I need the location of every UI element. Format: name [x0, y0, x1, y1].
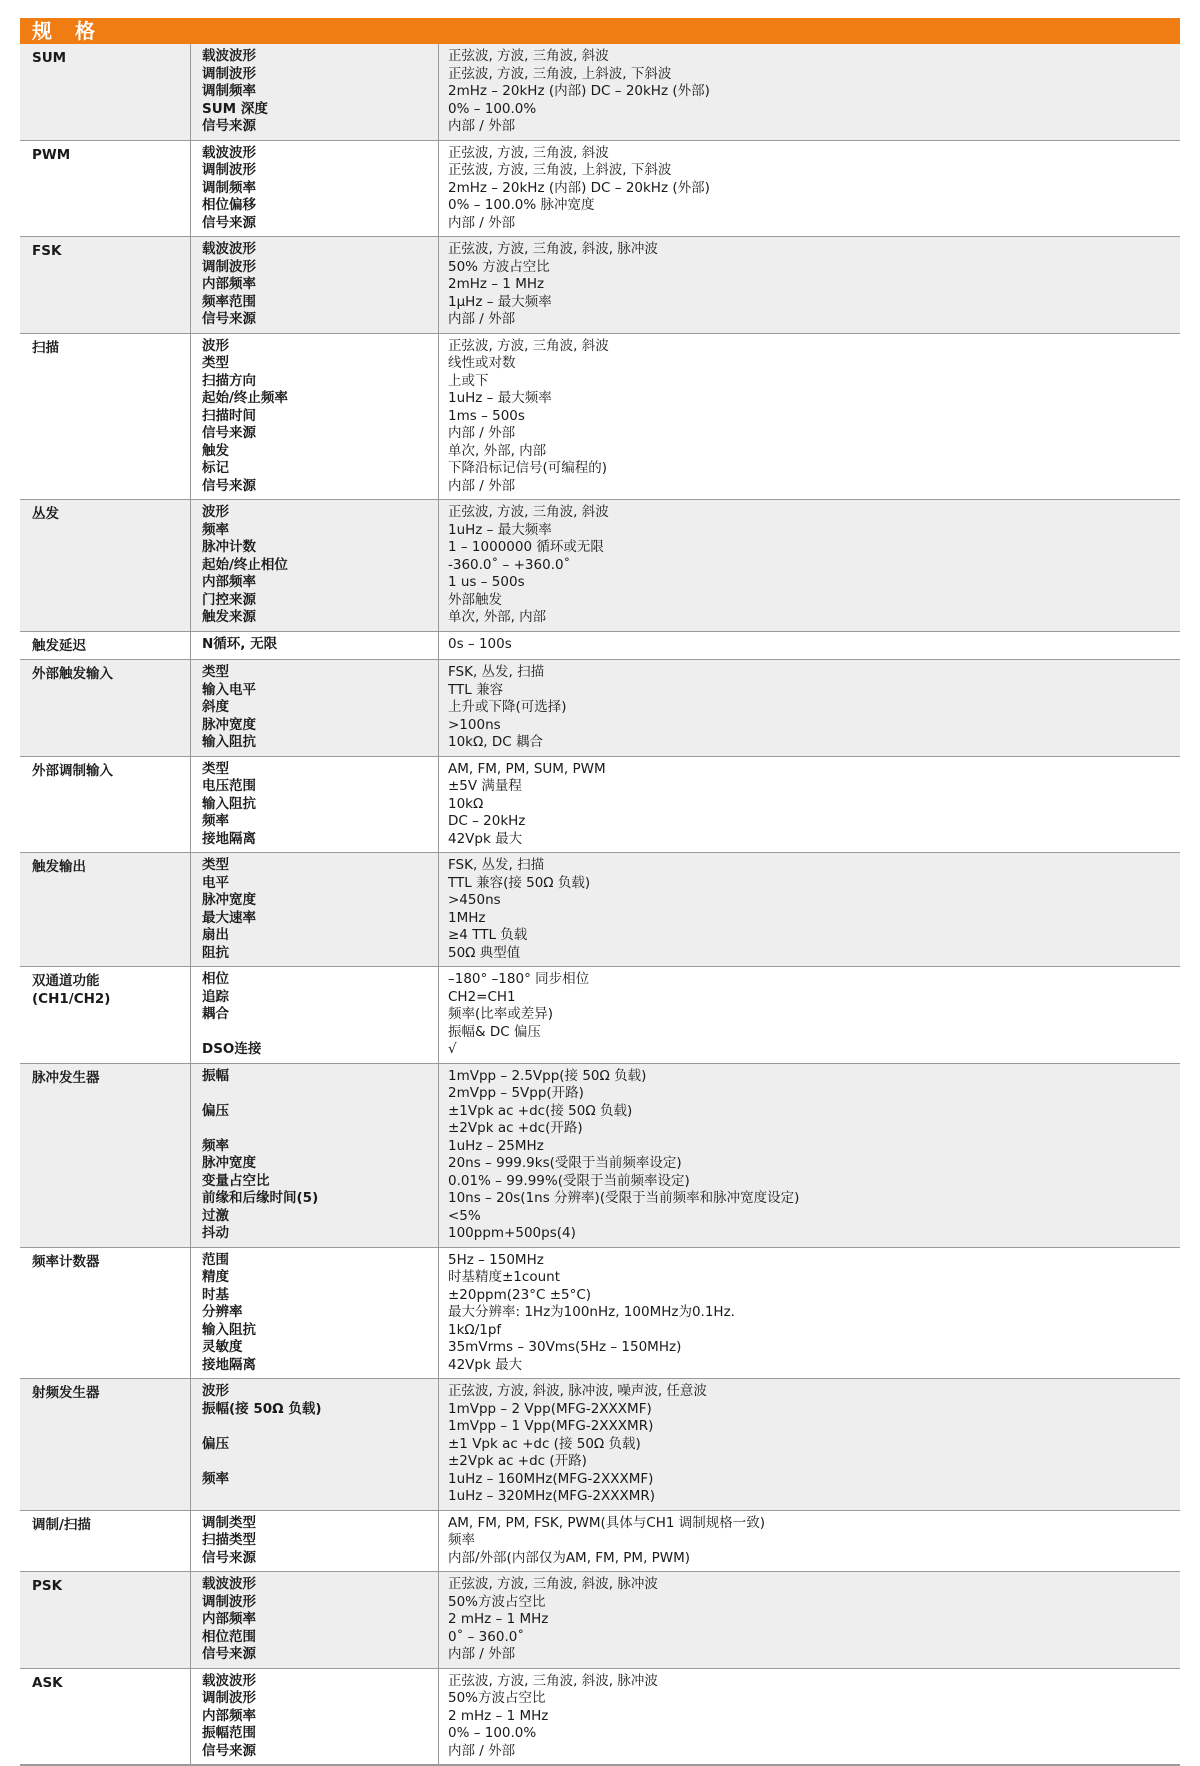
- param-value: 正弦波, 方波, 三角波, 斜波, 脉冲波: [448, 1576, 658, 1592]
- param-label: 脉冲宽度: [202, 716, 256, 733]
- spec-category: [20, 334, 191, 500]
- spec-row: [20, 1248, 1180, 1380]
- param-value: DC – 20kHz: [448, 813, 526, 829]
- param-label: 载波波形: [202, 241, 256, 257]
- param-label: 调制波形: [202, 65, 256, 82]
- param-label: 内部频率: [202, 574, 256, 590]
- param-value: 内部 / 外部: [448, 1742, 516, 1759]
- param-value: 10kΩ, DC 耦合: [448, 734, 544, 750]
- param-value: ≥4 TTL 负载: [448, 927, 528, 943]
- spec-sheet: [20, 18, 1180, 1766]
- param-value: 内部 / 外部: [448, 425, 516, 441]
- param-value: 1uHz – 160MHz(MFG-2XXXMF): [448, 1470, 654, 1487]
- param-value: 42Vpk 最大: [448, 1356, 523, 1373]
- param-label: 信号来源: [202, 311, 256, 327]
- param-value: 20ns – 999.9ks(受限于当前频率设定): [448, 1155, 682, 1171]
- param-value: 1μHz – 最大频率: [448, 293, 552, 310]
- category-label: FSK: [32, 243, 62, 259]
- spec-category: [20, 1572, 191, 1668]
- param-label: 调制频率: [202, 179, 256, 196]
- param-value: 10kΩ: [448, 795, 484, 812]
- param-label: 接地隔离: [202, 1356, 256, 1373]
- param-label: 频率: [202, 813, 229, 829]
- param-label: 起始/终止频率: [202, 390, 288, 406]
- param-label: 类型: [202, 664, 229, 680]
- param-value: 0˚ – 360.0˚: [448, 1628, 525, 1645]
- value-column: [439, 334, 1180, 500]
- param-value: 上或下: [448, 372, 489, 389]
- param-value: 1 – 1000000 循环或无限: [448, 539, 604, 555]
- spec-row: [20, 1064, 1180, 1248]
- param-value: 5Hz – 150MHz: [448, 1251, 544, 1268]
- value-column: [439, 44, 1180, 140]
- param-column: [191, 44, 439, 140]
- param-column: [191, 1064, 439, 1247]
- param-label: 信号来源: [202, 1549, 256, 1566]
- param-column: [191, 1669, 439, 1765]
- category-label: 射频发生器: [32, 1385, 100, 1401]
- param-value: FSK, 丛发, 扫描: [448, 664, 545, 680]
- param-value: 下降沿标记信号(可编程的): [448, 460, 608, 476]
- param-column: [191, 1511, 439, 1572]
- param-label: 类型: [202, 355, 229, 371]
- param-column: [191, 500, 439, 631]
- param-column: [191, 660, 439, 756]
- spec-row: [20, 44, 1180, 141]
- param-value: AM, FM, PM, SUM, PWM: [448, 760, 606, 777]
- spec-row: [20, 237, 1180, 334]
- param-label: 脉冲宽度: [202, 1155, 256, 1171]
- spec-category: [20, 1064, 191, 1247]
- param-value: 正弦波, 方波, 三角波, 斜波, 脉冲波: [448, 241, 658, 257]
- param-label: 信号来源: [202, 425, 256, 441]
- param-value: CH2=CH1: [448, 988, 516, 1005]
- param-value: 正弦波, 方波, 三角波, 上斜波, 下斜波: [448, 65, 672, 82]
- value-column: [439, 1511, 1180, 1572]
- param-value: 0% – 100.0%: [448, 100, 537, 117]
- spec-row: [20, 967, 1180, 1064]
- param-column: [191, 853, 439, 966]
- value-column: [439, 500, 1180, 631]
- param-value: 频率(比率或差异): [448, 1006, 554, 1022]
- spec-row: [20, 757, 1180, 854]
- param-label: 输入电平: [202, 681, 256, 698]
- spec-category: [20, 141, 191, 237]
- category-label: 脉冲发生器: [32, 1069, 100, 1086]
- param-label: 门控来源: [202, 591, 256, 608]
- param-value: 1 us – 500s: [448, 574, 525, 590]
- param-value: 上升或下降(可选择): [448, 699, 567, 715]
- spec-category: [20, 632, 191, 660]
- param-value: ±1Vpk ac +dc(接 50Ω 负载): [448, 1102, 633, 1119]
- param-value: 单次, 外部, 内部: [448, 442, 547, 459]
- param-column: [191, 237, 439, 333]
- param-label: 信号来源: [202, 1742, 256, 1759]
- param-value: 2 mHz – 1 MHz: [448, 1707, 549, 1724]
- param-value: 内部 / 外部: [448, 118, 516, 134]
- param-value: -360.0˚ – +360.0˚: [448, 556, 571, 573]
- param-label: 输入阻抗: [202, 734, 256, 750]
- value-column: [439, 1572, 1180, 1668]
- category-label: 双通道功能: [32, 973, 100, 989]
- param-label: 振幅: [202, 1067, 229, 1084]
- param-value: –180° –180° 同步相位: [448, 971, 590, 987]
- param-value: 振幅& DC 偏压: [448, 1023, 541, 1040]
- param-label: [202, 1085, 438, 1103]
- param-value: 0s – 100s: [448, 635, 512, 652]
- param-label: 内部频率: [202, 276, 256, 292]
- param-value: 内部 / 外部: [448, 311, 516, 327]
- param-label: 输入阻抗: [202, 1321, 256, 1338]
- param-value: 正弦波, 方波, 三角波, 斜波: [448, 48, 609, 64]
- param-value: 正弦波, 方波, 三角波, 斜波, 脉冲波: [448, 1672, 658, 1689]
- param-label: 调制频率: [202, 83, 256, 99]
- param-label: 灵敏度: [202, 1339, 243, 1355]
- spec-row: [20, 1511, 1180, 1573]
- category-label: ASK: [32, 1674, 63, 1691]
- param-value: 0% – 100.0%: [448, 1725, 537, 1741]
- spec-row: [20, 1572, 1180, 1669]
- param-label: 精度: [202, 1269, 229, 1285]
- param-value: 内部 / 外部: [448, 477, 516, 494]
- param-label: 时基: [202, 1286, 229, 1303]
- param-value: 1mVpp – 2.5Vpp(接 50Ω 负载): [448, 1067, 647, 1084]
- param-column: [191, 141, 439, 237]
- param-value: 正弦波, 方波, 三角波, 斜波: [448, 144, 609, 161]
- param-label: 扫描时间: [202, 407, 256, 424]
- param-value: ±2Vpk ac +dc (开路): [448, 1453, 587, 1469]
- param-value: 正弦波, 方波, 三角波, 斜波: [448, 504, 609, 520]
- param-value: 1uHz – 25MHz: [448, 1137, 544, 1154]
- value-column: [439, 1669, 1180, 1765]
- param-value: AM, FM, PM, FSK, PWM(具体与CH1 调制规格一致): [448, 1514, 765, 1531]
- param-value: 正弦波, 方波, 三角波, 斜波: [448, 337, 609, 354]
- param-label: 内部频率: [202, 1707, 256, 1724]
- param-value: 内部 / 外部: [448, 214, 516, 231]
- param-value: 0% – 100.0% 脉冲宽度: [448, 197, 595, 213]
- param-value: <5%: [448, 1207, 481, 1224]
- param-value: 2 mHz – 1 MHz: [448, 1611, 549, 1627]
- param-column: [191, 967, 439, 1063]
- param-label: 类型: [202, 857, 229, 873]
- param-value: 频率: [448, 1532, 475, 1548]
- param-value: 1ms – 500s: [448, 407, 525, 424]
- param-label: 触发: [202, 442, 229, 459]
- param-column: [191, 1248, 439, 1379]
- param-value: 1uHz – 320MHz(MFG-2XXXMR): [448, 1488, 656, 1504]
- param-value: 单次, 外部, 内部: [448, 609, 547, 625]
- param-label: 信号来源: [202, 214, 256, 231]
- spec-category: [20, 500, 191, 631]
- param-value: 42Vpk 最大: [448, 830, 523, 847]
- param-column: [191, 1572, 439, 1668]
- param-value: 内部/外部(内部仅为AM, FM, PM, PWM): [448, 1549, 691, 1566]
- param-column: [191, 757, 439, 853]
- spec-row: [20, 1669, 1180, 1766]
- param-value: 100ppm+500ps(4): [448, 1225, 576, 1241]
- value-column: [439, 1379, 1180, 1510]
- param-label: 过激: [202, 1207, 229, 1224]
- param-label: 阻抗: [202, 944, 229, 961]
- param-label: 变量占空比: [202, 1172, 270, 1189]
- param-label: 调制波形: [202, 1690, 256, 1706]
- param-label: 相位范围: [202, 1628, 256, 1645]
- param-label: 斜度: [202, 699, 229, 715]
- param-label: 输入阻抗: [202, 795, 256, 812]
- param-label: 调制类型: [202, 1514, 256, 1531]
- param-label: 相位偏移: [202, 197, 256, 213]
- param-column: [191, 1379, 439, 1510]
- param-label: 频率范围: [202, 293, 256, 310]
- param-value: 50Ω 典型值: [448, 944, 521, 961]
- param-label: 类型: [202, 760, 229, 777]
- param-label: [202, 1120, 438, 1138]
- param-value: 1kΩ/1pf: [448, 1321, 502, 1338]
- param-label: 脉冲宽度: [202, 892, 256, 908]
- param-label: 接地隔离: [202, 830, 256, 847]
- param-label: DSO连接: [202, 1041, 262, 1057]
- param-label: 触发来源: [202, 609, 256, 625]
- param-label: 载波波形: [202, 1672, 256, 1689]
- param-label: [202, 1418, 438, 1436]
- param-label: 频率: [202, 1470, 229, 1487]
- param-label: 频率: [202, 1137, 229, 1154]
- value-column: [439, 1064, 1180, 1247]
- param-label: 载波波形: [202, 1576, 256, 1592]
- param-label: 调制波形: [202, 1593, 256, 1610]
- category-label: 丛发: [32, 506, 59, 522]
- category-label: SUM: [32, 50, 67, 66]
- value-column: [439, 853, 1180, 966]
- category-label: 频率计数器: [32, 1253, 100, 1270]
- param-label: 波形: [202, 337, 229, 354]
- category-label: 触发延迟: [32, 637, 86, 654]
- param-label: 信号来源: [202, 1646, 256, 1662]
- param-value: 50%方波占空比: [448, 1690, 546, 1706]
- param-label: 追踪: [202, 988, 229, 1005]
- param-value: 1mVpp – 2 Vpp(MFG-2XXXMF): [448, 1400, 652, 1417]
- param-value: 2mHz – 1 MHz: [448, 276, 545, 292]
- param-label: [202, 1488, 438, 1506]
- value-column: [439, 757, 1180, 853]
- param-value: FSK, 丛发, 扫描: [448, 857, 545, 873]
- param-value: >100ns: [448, 716, 501, 733]
- category-label: 外部触发输入: [32, 666, 113, 682]
- param-label: 偏压: [202, 1102, 229, 1119]
- param-value: 2mHz – 20kHz (内部) DC – 20kHz (外部): [448, 179, 710, 196]
- spec-row: [20, 632, 1180, 661]
- spec-category: [20, 1379, 191, 1510]
- param-value: 50%方波占空比: [448, 1593, 546, 1610]
- value-column: [439, 967, 1180, 1063]
- param-value: 时基精度±1count: [448, 1269, 560, 1285]
- param-label: 范围: [202, 1251, 229, 1268]
- category-label: PWM: [32, 146, 71, 163]
- spec-row: [20, 141, 1180, 238]
- param-label: [202, 1024, 438, 1042]
- param-label: [202, 1453, 438, 1471]
- spec-table: [20, 44, 1180, 1766]
- category-label: 调制/扫描: [32, 1516, 91, 1533]
- param-column: [191, 334, 439, 500]
- param-value: 1uHz – 最大频率: [448, 390, 552, 406]
- param-label: SUM 深度: [202, 100, 268, 117]
- spec-row: [20, 500, 1180, 632]
- param-value: ±5V 满量程: [448, 778, 522, 794]
- param-label: 载波波形: [202, 48, 256, 64]
- param-label: 前缘和后缘时间(5): [202, 1190, 319, 1206]
- param-value: 外部触发: [448, 591, 502, 608]
- param-value: TTL 兼容(接 50Ω 负载): [448, 874, 591, 891]
- spec-row: [20, 334, 1180, 501]
- param-value: 1uHz – 最大频率: [448, 521, 552, 538]
- param-label: 扫描方向: [202, 372, 256, 389]
- param-label: 抖动: [202, 1225, 229, 1241]
- param-label: 振幅范围: [202, 1725, 256, 1741]
- spec-row: [20, 853, 1180, 967]
- spec-category: [20, 660, 191, 756]
- param-label: 扇出: [202, 927, 229, 943]
- param-label: 信号来源: [202, 118, 256, 134]
- param-label: 调制波形: [202, 258, 256, 275]
- section-title: 规 格: [20, 18, 1180, 44]
- param-label: 最大速率: [202, 909, 256, 926]
- param-value: >450ns: [448, 892, 501, 908]
- category-label: PSK: [32, 1578, 63, 1594]
- param-label: 偏压: [202, 1435, 229, 1452]
- param-label: 频率: [202, 521, 229, 538]
- spec-row: [20, 1379, 1180, 1511]
- param-value: 50% 方波占空比: [448, 258, 550, 275]
- spec-category: [20, 853, 191, 966]
- param-label: N循环, 无限: [202, 635, 278, 652]
- category-label: 扫描: [32, 339, 59, 356]
- param-label: 起始/终止相位: [202, 556, 288, 573]
- param-label: 振幅(接 50Ω 负载): [202, 1400, 322, 1417]
- param-label: 调制波形: [202, 162, 256, 178]
- param-value: 2mHz – 20kHz (内部) DC – 20kHz (外部): [448, 83, 710, 99]
- param-label: 载波波形: [202, 144, 256, 161]
- param-label: 标记: [202, 460, 229, 476]
- value-column: [439, 1248, 1180, 1379]
- spec-category: [20, 1669, 191, 1765]
- value-column: [439, 660, 1180, 756]
- param-value: 10ns – 20s(1ns 分辨率)(受限于当前频率和脉冲宽度设定): [448, 1190, 800, 1206]
- spec-category: [20, 1511, 191, 1572]
- param-value: 35mVrms – 30Vms(5Hz – 150MHz): [448, 1339, 682, 1355]
- category-label: 外部调制输入: [32, 762, 113, 779]
- param-label: 波形: [202, 1383, 229, 1399]
- param-label: 电平: [202, 874, 229, 891]
- param-value: 正弦波, 方波, 斜波, 脉冲波, 噪声波, 任意波: [448, 1383, 707, 1399]
- param-label: 分辨率: [202, 1304, 243, 1320]
- param-label: 脉冲计数: [202, 539, 256, 555]
- spec-category: [20, 237, 191, 333]
- param-column: [191, 632, 439, 660]
- spec-category: [20, 757, 191, 853]
- param-label: 波形: [202, 504, 229, 520]
- param-value: ±20ppm(23°C ±5°C): [448, 1286, 592, 1303]
- category-label: 触发输出: [32, 859, 86, 875]
- spec-category: [20, 967, 191, 1063]
- param-label: 内部频率: [202, 1611, 256, 1627]
- param-value: 2mVpp – 5Vpp(开路): [448, 1085, 584, 1101]
- param-label: 相位: [202, 971, 229, 987]
- param-value: ±2Vpk ac +dc(开路): [448, 1120, 583, 1136]
- param-label: 信号来源: [202, 477, 256, 494]
- param-value: 正弦波, 方波, 三角波, 上斜波, 下斜波: [448, 162, 672, 178]
- param-value: √: [448, 1041, 457, 1057]
- param-value: 线性或对数: [448, 355, 516, 371]
- value-column: [439, 632, 1180, 660]
- spec-category: [20, 1248, 191, 1379]
- param-label: 扫描类型: [202, 1532, 256, 1548]
- param-value: 1MHz: [448, 909, 486, 926]
- spec-category: [20, 44, 191, 140]
- param-value: 内部 / 外部: [448, 1646, 516, 1662]
- value-column: [439, 141, 1180, 237]
- value-column: [439, 237, 1180, 333]
- category-label: (CH1/CH2): [32, 990, 111, 1007]
- param-value: 最大分辨率: 1Hz为100nHz, 100MHz为0.1Hz.: [448, 1304, 735, 1320]
- param-value: 1mVpp – 1 Vpp(MFG-2XXXMR): [448, 1418, 654, 1434]
- spec-row: [20, 660, 1180, 757]
- param-value: 0.01% – 99.99%(受限于当前频率设定): [448, 1172, 690, 1189]
- param-value: ±1 Vpk ac +dc (接 50Ω 负载): [448, 1435, 641, 1452]
- param-label: 电压范围: [202, 778, 256, 794]
- param-label: 耦合: [202, 1006, 229, 1022]
- param-value: TTL 兼容: [448, 681, 504, 698]
